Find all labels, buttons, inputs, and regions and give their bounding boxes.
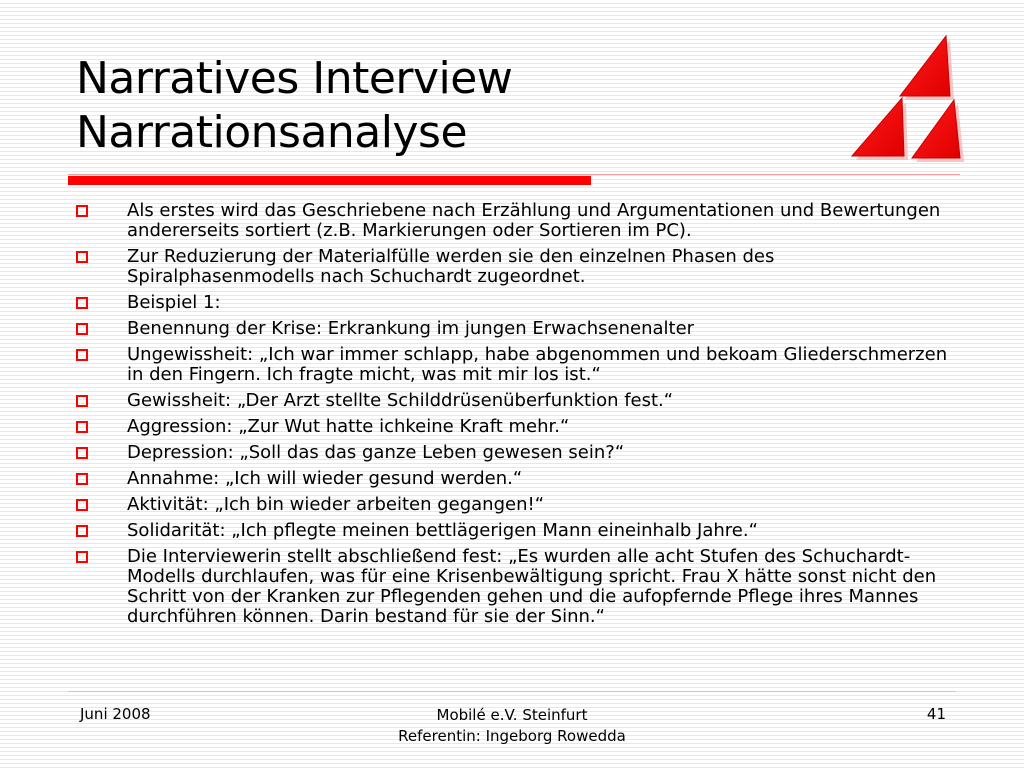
footer-date: Juni 2008: [80, 705, 151, 723]
list-item: [72, 201, 952, 241]
list-item-text: Aggression: „Zur Wut hatte ichkeine Kraft mehr.“: [127, 416, 570, 437]
red-triangles-logo-icon: [846, 34, 976, 166]
list-item: [72, 319, 952, 339]
hollow-square-bullet-icon: [76, 349, 88, 361]
page-number: 41: [926, 705, 946, 723]
list-item-text: Solidarität: „Ich pflegte meinen bettlägerigen Mann eineinhalb Jahre.“: [127, 520, 758, 541]
footer-organization: [312, 705, 712, 747]
hollow-square-bullet-icon: [76, 421, 88, 433]
hollow-square-bullet-icon: [76, 473, 88, 485]
hollow-square-bullet-icon: [76, 447, 88, 459]
list-item: [72, 547, 952, 627]
list-item-text: Als erstes wird das Geschriebene nach Erzählung und Argumentationen und Bewertungen andererseits sortiert (z.B. Markierungen oder Sortieren im PC).: [127, 200, 941, 241]
list-item: [72, 391, 952, 411]
bullet-list: [72, 201, 952, 633]
list-item: [72, 521, 952, 541]
list-item: [72, 469, 952, 489]
list-item: [72, 247, 952, 287]
list-item-text: Depression: „Soll das das ganze Leben gewesen sein?“: [127, 442, 625, 463]
title-divider-thin: [68, 174, 960, 175]
hollow-square-bullet-icon: [76, 551, 88, 563]
list-item: [72, 443, 952, 463]
hollow-square-bullet-icon: [76, 251, 88, 263]
slide-title: [76, 52, 836, 160]
list-item-text: Aktivität: „Ich bin wieder arbeiten gegangen!“: [127, 494, 545, 515]
hollow-square-bullet-icon: [76, 525, 88, 537]
hollow-square-bullet-icon: [76, 323, 88, 335]
footer-divider: [68, 691, 956, 692]
footer-org-line-2: Referentin: Ingeborg Rowedda: [398, 727, 626, 745]
list-item: [72, 417, 952, 437]
hollow-square-bullet-icon: [76, 297, 88, 309]
list-item: [72, 293, 952, 313]
list-item-text: Beispiel 1:: [127, 292, 221, 313]
list-item-text: Zur Reduzierung der Materialfülle werden sie den einzelnen Phasen des Spiralphasenmodells nach Schuchardt zugeordnet.: [127, 246, 775, 287]
hollow-square-bullet-icon: [76, 205, 88, 217]
hollow-square-bullet-icon: [76, 499, 88, 511]
slide-title-line-2: Narrationsanalyse: [76, 107, 468, 158]
list-item-text: Annahme: „Ich will wieder gesund werden.“: [127, 468, 523, 489]
title-divider-accent: [68, 176, 591, 185]
slide-title-line-1: Narratives Interview: [76, 53, 513, 104]
list-item-text: Benennung der Krise: Erkrankung im jungen Erwachsenenalter: [127, 318, 695, 339]
list-item-text: Gewissheit: „Der Arzt stellte Schilddrüsenüberfunktion fest.“: [127, 390, 674, 411]
list-item: [72, 345, 952, 385]
list-item-text: Die Interviewerin stellt abschließend fest: „Es wurden alle acht Stufen des Schuchardt-Modells durchlaufen, was für eine Krisenbewältigung spricht. Frau X hätte sonst nicht den Schritt von der Kranken zur Pflegenden gehen und die aufopfernde Pflege ihres Mannes durchführen können. Darin bestand für sie der Sinn.“: [127, 546, 937, 627]
footer-org-line-1: Mobilé e.V. Steinfurt: [436, 706, 588, 724]
list-item: [72, 495, 952, 515]
list-item-text: Ungewissheit: „Ich war immer schlapp, habe abgenommen und bekoam Gliederschmerzen in den Fingern. Ich fragte micht, was mit mir los ist.“: [127, 344, 948, 385]
hollow-square-bullet-icon: [76, 395, 88, 407]
